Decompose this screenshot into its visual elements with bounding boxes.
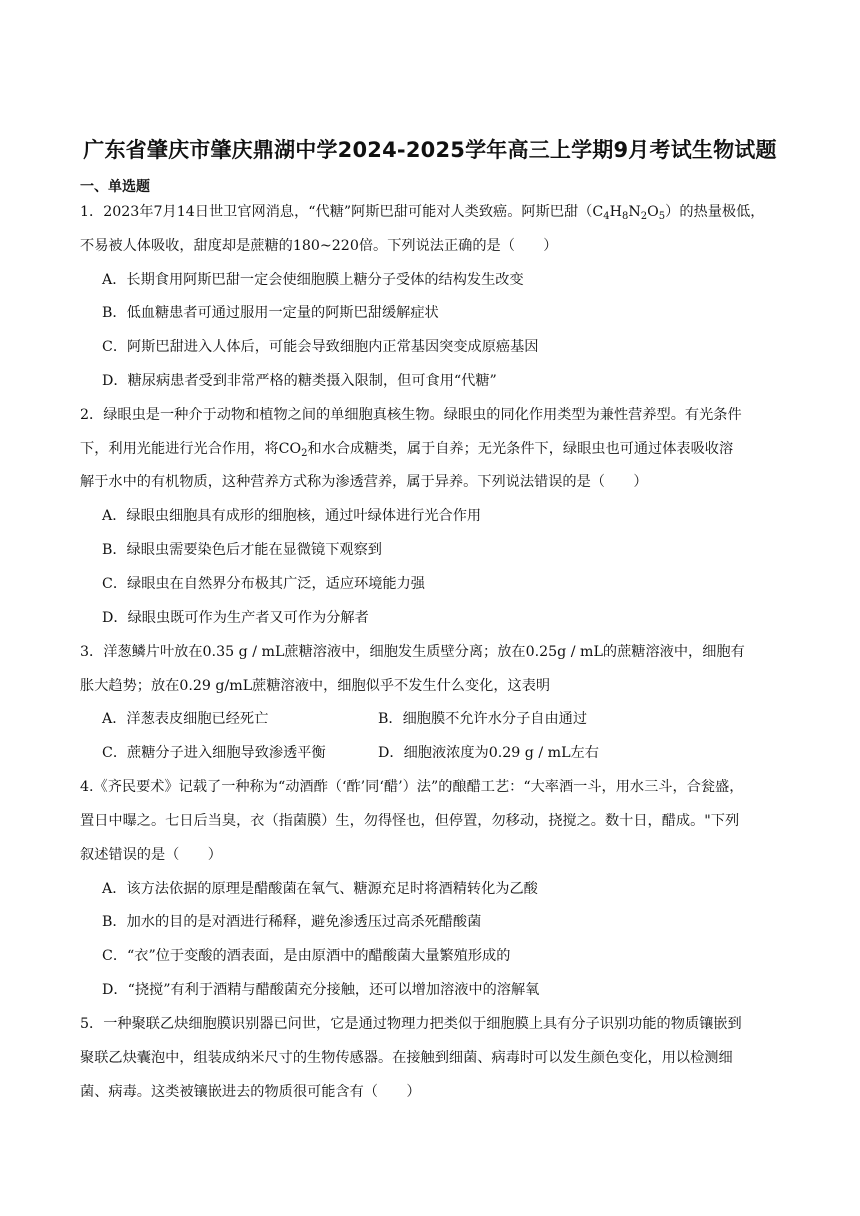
q3-option-a: A．洋葱表皮细胞已经死亡: [102, 711, 269, 727]
question-5-line-2: 聚联乙炔囊泡中，组装成纳米尺寸的生物传感器。在接触到细菌、病毒时可以发生颜色变化，用以检测细: [80, 1050, 733, 1066]
q4-option-d: D．“挠搅”有利于酒精与醋酸菌充分接触，还可以增加溶液中的溶解氧: [102, 982, 540, 998]
question-2-line-3: 解于水中的有机物质，这种营养方式称为渗透营养，属于异养。下列说法错误的是（ ）: [80, 474, 648, 490]
page-title: 广东省肇庆市肇庆鼎湖中学2024-2025学年高三上学期9月考试生物试题: [83, 138, 777, 162]
question-1-line-1: 1．2023年7月14日世卫官网消息，“代糖”阿斯巴甜可能对人类致癌。阿斯巴甜$(C_4H_8N_2O_5)$的热量极低，: [80, 204, 765, 222]
q4-option-b: B．加水的目的是对酒进行稀释，避免渗透压过高杀死醋酸菌: [102, 914, 482, 930]
q1-option-c: C．阿斯巴甜进入人体后，可能会导致细胞内正常基因突变成原癌基因: [102, 339, 539, 355]
question-3-line-2: 胀大趋势；放在0.29 g/mL蔗糖溶液中，细胞似乎不发生什么变化，这表明: [80, 678, 551, 694]
q1-option-a: A．长期食用阿斯巴甜一定会使细胞膜上糖分子受体的结构发生改变: [102, 272, 524, 288]
q4-option-a: A．该方法依据的原理是醋酸菌在氧气、糖源充足时将酒精转化为乙酸: [102, 881, 538, 897]
question-1-line-2: 不易被人体吸收，甜度却是蔗糖的180~220倍。下列说法正确的是（ ）: [80, 238, 558, 254]
q2-option-d: D．绿眼虫既可作为生产者又可作为分解者: [102, 610, 369, 626]
q2-option-b: B．绿眼虫需要染色后才能在显微镜下观察到: [102, 542, 382, 558]
question-2-line-2: 下，利用光能进行光合作用，将$CO_2$和水合成糖类，属于自养；无光条件下，绿眼虫也可通过体表吸收溶: [80, 441, 734, 459]
q1-option-d: D．糖尿病患者受到非常严格的糖类摄入限制，但可食用“代糖”: [102, 373, 497, 389]
q3-option-d: D．细胞液浓度为0.29 g / mL左右: [378, 745, 599, 761]
question-3-line-1: 3．洋葱鳞片叶放在0.35 g / mL蔗糖溶液中，细胞发生质壁分离；放在0.25g / mL的蔗糖溶液中，细胞有: [80, 644, 745, 660]
question-2-line-1: 2．绿眼虫是一种介于动物和植物之间的单细胞真核生物。绿眼虫的同化作用类型为兼性营养型。有光条件: [80, 407, 742, 423]
question-5-line-3: 菌、病毒。这类被镶嵌进去的物质很可能含有（ ）: [80, 1084, 421, 1100]
question-5-line-1: 5．一种聚联乙炔细胞膜识别器已问世，它是通过物理力把类似于细胞膜上具有分子识别功能的物质镶嵌到: [80, 1016, 742, 1032]
question-4-line-3: 叙述错误的是（ ）: [80, 847, 222, 863]
q3-option-c: C．蔗糖分子进入细胞导致渗透平衡: [102, 745, 326, 761]
q3-option-b: B．细胞膜不允许水分子自由通过: [378, 711, 588, 727]
q1-option-b: B．低血糖患者可通过服用一定量的阿斯巴甜缓解症状: [102, 305, 439, 321]
q2-option-c: C．绿眼虫在自然界分布极其广泛，适应环境能力强: [102, 576, 425, 592]
question-4-line-2: 置日中曝之。七日后当臭，衣（指菌膜）生，勿得怪也，但停置，勿移动，挠搅之。数十日，醋成。"下列: [80, 813, 740, 829]
q2-option-a: A．绿眼虫细胞具有成形的细胞核，通过叶绿体进行光合作用: [102, 508, 482, 524]
section-heading: 一、单选题: [80, 179, 150, 195]
q4-option-c: C．“衣”位于变酸的酒表面，是由原酒中的醋酸菌大量繁殖形成的: [102, 948, 511, 964]
question-4-line-1: 4.《齐民要术》记载了一种称为“动酒酢（‘酢’同‘醋’）法”的酿醋工艺：“大率酒一斗，用水三斗，合瓮盛，: [80, 779, 744, 795]
